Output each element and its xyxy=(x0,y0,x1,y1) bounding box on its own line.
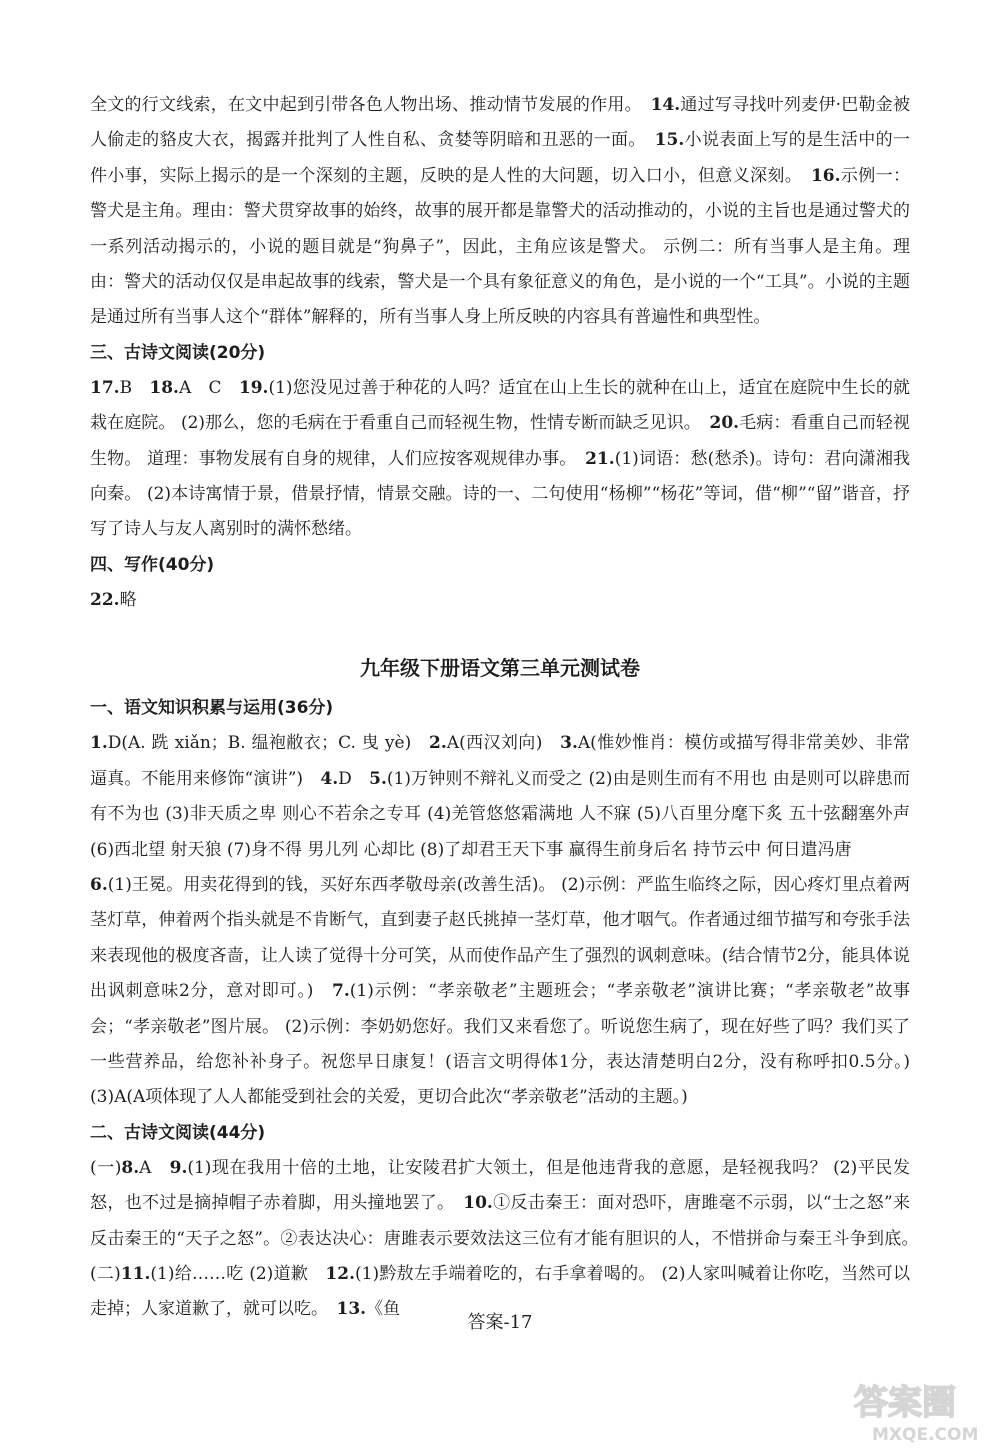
question-number: 10. xyxy=(463,1193,493,1214)
question-number: 14. xyxy=(650,95,681,115)
section-4-answers xyxy=(90,583,910,618)
answer-10: ①反击秦王：面对恐吓，唐雎毫不示弱，以“士之怒”来反击秦王的“天子之怒”。②表达决心：唐雎表示要效法这三位有才能有胆识的人，不惜拼命与秦王斗争到底。 xyxy=(90,1193,911,1249)
answer-21: (1)词语：愁(愁杀)。诗句：君向潇湘我向秦。 (2)本诗寓情于景，借景抒情，情景交融。诗的一、二句使用“杨柳”“杨花”等词，借“柳”“留”谐音，抒写了诗人与友人离别时的满怀愁绪。 xyxy=(90,448,910,540)
part-1-answers-cont xyxy=(90,868,910,1116)
section-heading: 二、古诗文阅读(44分) xyxy=(90,1122,266,1143)
page-number: 答案-17 xyxy=(467,1312,533,1333)
answer-5: (1)万钟则不辩礼义而受之 (2)由是则生而有不用也 由是则可以辟患而有不为也 (3)非天质之卑 则心不若余之专耳 (4)羌管悠悠霜满地 人不寐 (5)八百里分麾下炙 五十弦翻塞外声 (6)西北望 射天狼 (7)身不得 男儿列 心却比 (8)了却君王天下事 赢得生前身后名 持节云中 何日遣冯唐 xyxy=(90,768,911,860)
answer-18: A C xyxy=(178,377,222,398)
part-1-answers xyxy=(90,726,910,868)
answer-page xyxy=(90,88,910,1328)
question-number: 22. xyxy=(90,589,120,610)
watermark-logo xyxy=(844,1376,994,1446)
answer-2: A(西汉刘向) xyxy=(446,733,543,754)
answer-1: D(A. 跣 xiǎn；B. 缊袍敝衣；C. 曳 yè) xyxy=(107,733,412,754)
question-number: 2. xyxy=(429,733,447,754)
subsection-marker: (一) xyxy=(90,1157,122,1178)
answer-4: D xyxy=(338,768,352,789)
question-number: 3. xyxy=(560,733,578,754)
answer-14: 通过写寻找叶列麦伊·巴勒金被人偷走的貉皮大衣，揭露并批判了人性自私、贪婪等阴暗和丑恶的一面。 xyxy=(90,95,911,151)
answer-15: 小说表面上写的是生活中的一件小事，实际上揭示的是一个深刻的主题，反映的是人性的大问题，切入口小，但意义深刻。 xyxy=(90,130,911,186)
answer-3: A(惟妙惟肖：模仿或描写得非常美妙、非常逼真。不能用来修饰“演讲”) xyxy=(90,733,911,789)
answer-7: (1)示例：“孝亲敬老”主题班会；“孝亲敬老”演讲比赛；“孝亲敬老”故事会；“孝亲敬老”图片展。 (2)示例：李奶奶您好。我们又来看您了。听说您生病了，现在好些了吗？我们买了一些营养品，给您补补身子。祝您早日康复！(语言文明得体1分，表达清楚明白2分，没有称呼扣0.5分。) (3)A(A项体现了人人都能受到社会的关爱，更切合此次“孝亲敬老”活动的主题。) xyxy=(90,981,910,1108)
question-number: 8. xyxy=(121,1157,140,1178)
answer-8: A xyxy=(139,1157,152,1178)
answer-16: 示例一：警犬是主角。理由：警犬贯穿故事的始终，故事的展开都是靠警犬的活动推动的，小说的主旨也是通过警犬的一系列活动揭示的，小说的题目就是“狗鼻子”，因此，主角应该是警犬。 示例二：所有当事人是主角。理由：警犬的活动仅仅是串起故事的线索，警犬是一个具有象征意义的角色，是小说的一个“工具”。小说的主题是通过所有当事人这个“群体”解释的，所有当事人身上所反映的内容具有普遍性和典型性。 xyxy=(90,165,911,328)
answer-22: 略 xyxy=(119,589,137,610)
question-number: 15. xyxy=(654,130,685,151)
answer-13-start: 《鱼 xyxy=(366,1299,401,1320)
question-number: 13. xyxy=(336,1299,367,1320)
question-number: 9. xyxy=(169,1157,188,1178)
part-2-answers xyxy=(90,1151,910,1328)
answer-11: (1)给……吃 (2)道歉 xyxy=(150,1263,309,1284)
question-number: 11. xyxy=(120,1263,151,1284)
question-number: 12. xyxy=(325,1263,355,1284)
question-number: 7. xyxy=(332,981,350,1002)
question-number: 18. xyxy=(149,377,179,398)
question-number: 1. xyxy=(90,733,108,754)
answer-20: 毛病：看重自己而轻视生物。 道理：事物发展有自身的规律，人们应按客观规律办事。 xyxy=(90,413,911,469)
watermark-brand: 答案圈 xyxy=(854,1383,956,1423)
answer-19: (1)您没见过善于种花的人吗？适宜在山上生长的就种在山上，适宜在庭院中生长的就栽在庭院。 (2)那么，您的毛病在于看重自己而轻视生物，性情专断而缺乏见识。 xyxy=(90,377,910,434)
unit-test-title: 九年级下册语文第三单元测试卷 xyxy=(360,656,640,681)
section-heading: 一、语文知识积累与运用(36分) xyxy=(90,698,334,719)
answers-block-continued xyxy=(90,88,910,336)
answer-12: (1)黔敖左手端着吃的，右手拿着喝的。 (2)人家叫喊着让你吃，当然可以走掉；人家道歉了，就可以吃。 xyxy=(90,1263,910,1320)
question-number: 4. xyxy=(320,768,339,789)
answer-13-tail: 全文的行文线索，在文中起到引带各色人物出场、推动情节发展的作用。 xyxy=(90,95,634,115)
question-number: 6. xyxy=(90,874,108,895)
section-3-answers xyxy=(90,371,910,548)
question-number: 17. xyxy=(90,377,120,398)
answer-9: (1)现在我用十倍的土地，让安陵君扩大领土，但是他违背我的意愿，是轻视我吗？ (2)平民发怒，也不过是摘掉帽子赤着脚，用头撞地罢了。 xyxy=(90,1157,910,1214)
watermark-url: MXQE.COM xyxy=(872,1425,979,1445)
question-number: 16. xyxy=(810,165,841,186)
answer-17: B xyxy=(119,377,133,398)
question-number: 21. xyxy=(585,448,615,469)
section-heading: 四、写作(40分) xyxy=(90,554,215,575)
question-number: 20. xyxy=(709,413,740,434)
question-number: 19. xyxy=(238,377,269,398)
question-number: 5. xyxy=(369,768,387,789)
section-heading: 三、古诗文阅读(20分) xyxy=(90,342,266,363)
answer-6: (1)王冕。用卖花得到的钱，买好东西孝敬母亲(改善生活)。 (2)示例：严监生临终之际，因心疼灯里点着两茎灯草，伸着两个指头就是不肯断气，直到妻子赵氏挑掉一茎灯草，他才咽气。作者通过细节描写和夸张手法来表现他的极度吝啬，让人读了觉得十分可笑，从而使作品产生了强烈的讽刺意味。(结合情节2分，能具体说出讽刺意味2分，意对即可。) xyxy=(90,874,910,1002)
subsection-marker: (二) xyxy=(90,1263,121,1284)
